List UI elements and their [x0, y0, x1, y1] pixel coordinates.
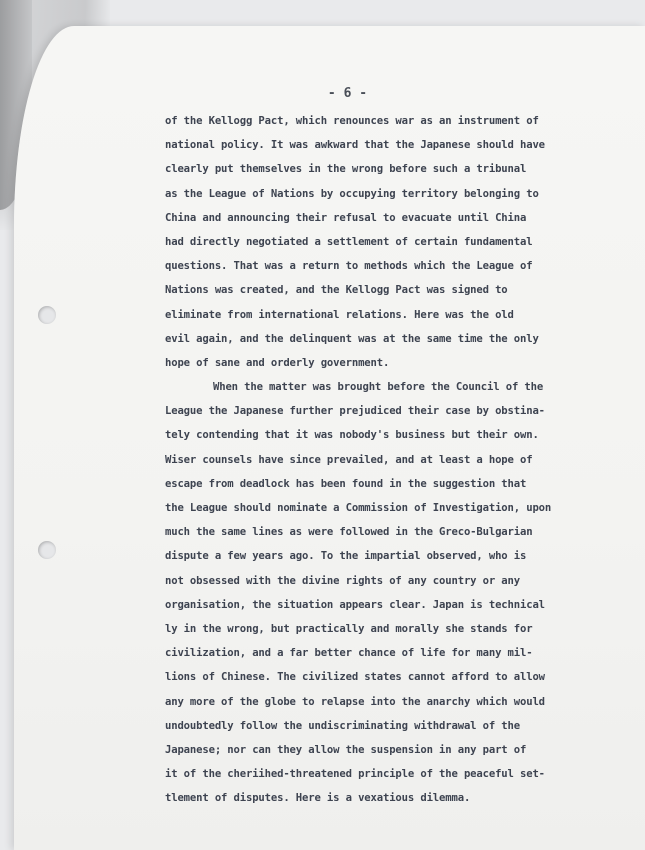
text-line: Nations was created, and the Kellogg Pact was signed to: [165, 284, 508, 297]
typed-text-body: [165, 109, 627, 810]
punch-hole-top: [38, 306, 56, 324]
text-line: Wiser counsels have since prevailed, and at least a hope of: [165, 453, 533, 466]
text-line: eliminate from international relations. Here was the old: [165, 308, 514, 321]
text-line: China and announcing their refusal to evacuate until China: [165, 211, 527, 224]
punch-hole-bottom: [38, 541, 56, 559]
text-line: organisation, the situation appears clear. Japan is technical: [165, 598, 545, 611]
text-line: evil again, and the delinquent was at the same time the only: [165, 332, 539, 345]
text-line: tely contending that it was nobody's business but their own.: [165, 429, 539, 442]
text-line: Japanese; nor can they allow the suspension in any part of: [165, 743, 527, 756]
text-line: clearly put themselves in the wrong before such a tribunal: [165, 163, 527, 176]
text-line: had directly negotiated a settlement of certain fundamental: [165, 235, 533, 248]
text-line: League the Japanese further prejudiced their case by obstina-: [165, 405, 545, 418]
text-line: civilization, and a far better chance of life for many mil-: [165, 647, 533, 660]
text-line: much the same lines as were followed in the Greco-Bulgarian: [165, 526, 533, 539]
text-line: tlement of disputes. Here is a vexatious dilemma.: [165, 792, 471, 805]
text-line: escape from deadlock has been found in the suggestion that: [165, 477, 527, 490]
text-line: lions of Chinese. The civilized states cannot afford to allow: [165, 671, 545, 684]
text-line: hope of sane and orderly government.: [165, 356, 390, 369]
text-line: dispute a few years ago. To the impartial observed, who is: [165, 550, 527, 563]
text-line: national policy. It was awkward that the Japanese should have: [165, 139, 545, 152]
page-number: - 6 -: [327, 86, 368, 101]
text-line: ly in the wrong, but practically and morally she stands for: [165, 622, 533, 635]
text-line: the League should nominate a Commission of Investigation, upon: [165, 502, 552, 514]
text-line: undoubtedly follow the undiscriminating withdrawal of the: [165, 719, 520, 732]
text-line: it of the cheriihed-threatened principle of the peaceful set-: [165, 768, 545, 781]
text-line: as the League of Nations by occupying territory belonging to: [165, 187, 539, 200]
text-line: of the Kellogg Pact, which renounces war as an instrument of: [165, 115, 539, 127]
paragraph-start-line: When the matter was brought before the Council of the: [213, 381, 544, 394]
text-line: not obsessed with the divine rights of any country or any: [165, 574, 520, 587]
text-line: questions. That was a return to methods which the League of: [165, 260, 533, 273]
text-line: any more of the globe to relapse into the anarchy which would: [165, 695, 545, 708]
